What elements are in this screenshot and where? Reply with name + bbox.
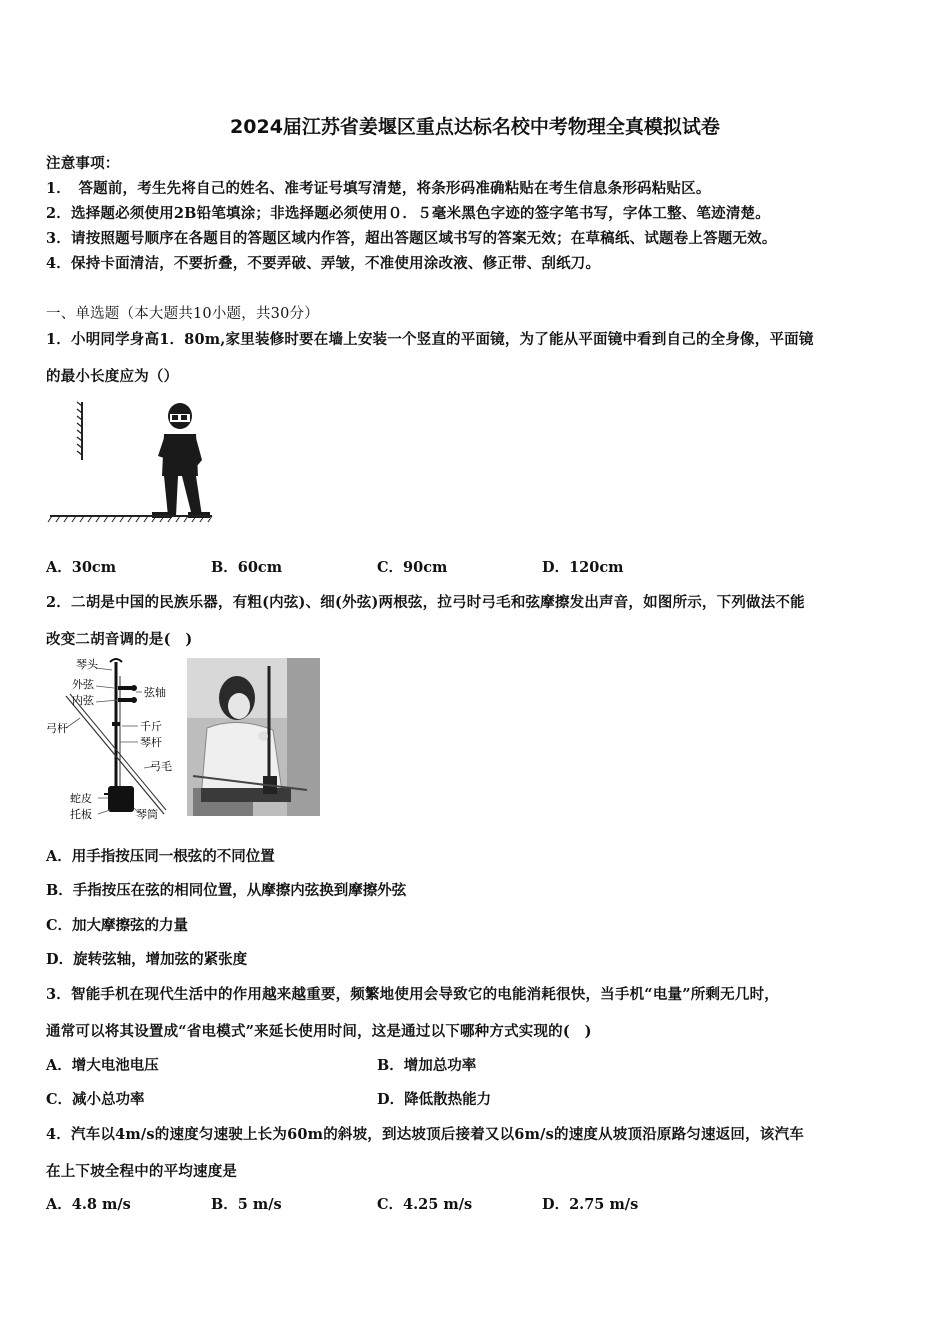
q1-option-a[interactable]: A．30cm — [46, 559, 117, 576]
q3-option-d[interactable]: D．降低散热能力 — [377, 1091, 492, 1108]
label-qianjin: 千斤 — [140, 720, 162, 733]
q3-option-b[interactable]: B．增加总功率 — [377, 1057, 477, 1074]
label-qintong: 琴筒 — [136, 808, 158, 821]
section-heading: 一、单选题（本大题共10小题，共30分） — [46, 306, 319, 322]
q1-option-b[interactable]: B．60cm — [211, 559, 283, 576]
notice-item-3: 3．请按照题号顺序在各题目的答题区域内作答，超出答题区域书写的答案无效；在草稿纸、试题卷上答题无效。 — [46, 230, 777, 247]
person-silhouette — [152, 403, 210, 518]
label-shepi: 蛇皮 — [70, 792, 92, 805]
q3-option-c[interactable]: C．减小总功率 — [46, 1091, 145, 1108]
label-gongmao: 弓毛 — [150, 760, 172, 773]
q1-stem-line2: 的最小长度应为（） — [46, 368, 179, 385]
notice-heading: 注意事项： — [46, 155, 120, 172]
notice-item-4: 4．保持卡面清洁，不要折叠，不要弄破、弄皱，不准使用涂改液、修正带、刮纸刀。 — [46, 255, 601, 272]
notice-item-2: 2．选择题必须使用2B铅笔填涂；非选择题必须使用０．５毫米黑色字迹的签字笔书写，字体工整、笔迹清楚。 — [46, 205, 770, 222]
q1-option-c[interactable]: C．90cm — [377, 559, 448, 576]
wall-mirror — [77, 402, 82, 460]
q4-option-c[interactable]: C．4.25 m/s — [377, 1196, 473, 1213]
erhu-diagram — [46, 656, 178, 826]
q3-stem-line2: 通常可以将其设置成“省电模式”来延长使用时间，这是通过以下哪种方式实现的( ) — [46, 1023, 592, 1040]
q4-option-b[interactable]: B．5 m/s — [211, 1196, 282, 1213]
page-title: 2024届江苏省姜堰区重点达标名校中考物理全真模拟试卷 — [230, 116, 720, 138]
q4-stem-line1: 4．汽车以4m/s的速度匀速驶上长为60m的斜坡，到达坡顶后接着又以6m/s的速度从坡顶沿原路匀速返回，该汽车 — [46, 1126, 804, 1143]
q2-option-d[interactable]: D．旋转弦轴，增加弦的紧张度 — [46, 951, 248, 968]
q4-stem-line2: 在上下坡全程中的平均速度是 — [46, 1163, 238, 1180]
label-gonggan: 弓杆 — [46, 722, 68, 735]
erhu-player-photo — [187, 658, 320, 816]
q1-stem-line1: 1．小明同学身高1．80m,家里装修时要在墙上安装一个竖直的平面镜，为了能从平面镜中看到自己的全身像，平面镜 — [46, 331, 814, 348]
q4-option-a[interactable]: A．4.8 m/s — [46, 1196, 131, 1213]
label-neixian: 内弦 — [72, 694, 94, 707]
label-tuoban: 托板 — [70, 808, 92, 821]
q1-option-d[interactable]: D．120cm — [542, 559, 624, 576]
mirror-figure — [46, 398, 218, 528]
q2-stem-line1: 2．二胡是中国的民族乐器，有粗(内弦)、细(外弦)两根弦，拉弓时弓毛和弦摩擦发出声音，如图所示，下列做法不能 — [46, 594, 805, 611]
notice-item-1: 1． 答题前，考生先将自己的姓名、准考证号填写清楚，将条形码准确粘贴在考生信息条形码粘贴区。 — [46, 180, 711, 197]
label-xianzhou: 弦轴 — [144, 686, 166, 699]
q4-option-d[interactable]: D．2.75 m/s — [542, 1196, 639, 1213]
q2-option-a[interactable]: A．用手指按压同一根弦的不同位置 — [46, 848, 275, 865]
q3-option-a[interactable]: A．增大电池电压 — [46, 1057, 159, 1074]
label-qingan: 琴杆 — [140, 736, 162, 749]
label-qintou: 琴头 — [76, 658, 98, 671]
label-waixian: 外弦 — [72, 678, 94, 691]
q2-option-c[interactable]: C．加大摩擦弦的力量 — [46, 917, 189, 934]
q2-stem-line2: 改变二胡音调的是( ) — [46, 631, 193, 648]
q3-stem-line1: 3．智能手机在现代生活中的作用越来越重要，频繁地使用会导致它的电能消耗很快，当手机“电量”所剩无几时， — [46, 986, 779, 1003]
q2-option-b[interactable]: B．手指按压在弦的相同位置，从摩擦内弦换到摩擦外弦 — [46, 882, 407, 899]
ground — [48, 516, 212, 522]
